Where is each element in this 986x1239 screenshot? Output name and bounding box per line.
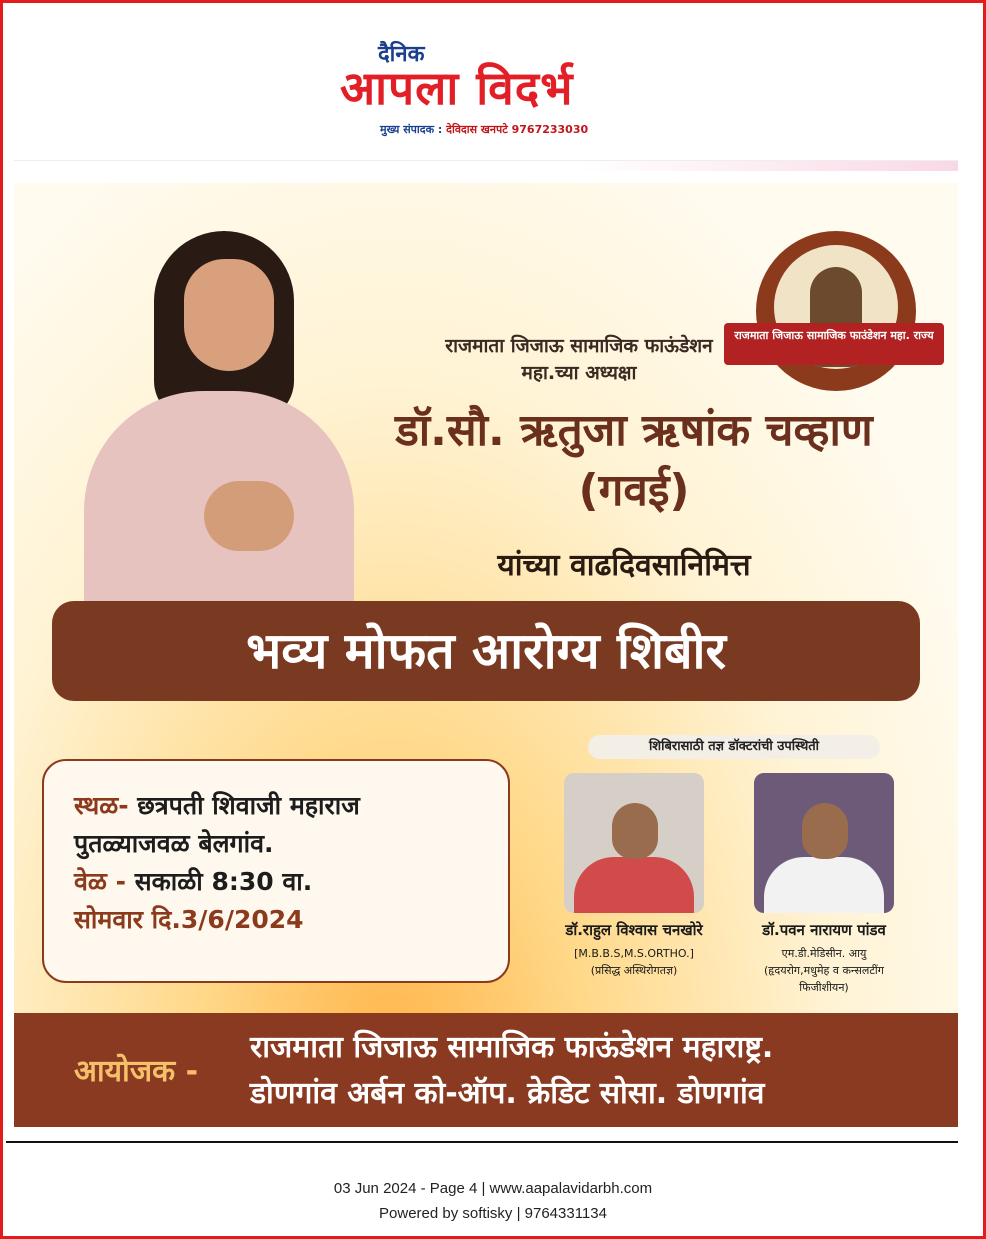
time-label: वेळ - [74, 867, 126, 896]
health-camp-poster [14, 183, 958, 1127]
venue-place-line2: पुतळ्याजवळ बेलगांव. [74, 829, 274, 858]
organizer-line-1: राजमाता जिजाऊ सामाजिक फाऊंडेशन महाराष्ट्र. [250, 1030, 774, 1065]
newspaper-masthead [330, 38, 660, 142]
organizer-bar [14, 1013, 958, 1127]
doctor-1-head [612, 803, 658, 859]
masthead-editor [380, 122, 588, 137]
page-footer [200, 1176, 786, 1226]
organizer-line-2: डोणगांव अर्बन को-ऑप. क्रेडिट सोसा. डोणगांव [250, 1076, 765, 1111]
footer-date-page: 03 Jun 2024 - Page 4 | www.aapalavidarbh.com [333, 1180, 653, 1197]
organizer-label: आयोजक - [74, 1054, 199, 1089]
poster-name [334, 401, 934, 521]
doctor-2-cred-2: (हृदयरोग,मधुमेह व कन्सलटींग [764, 964, 884, 977]
doctor-photo-2 [754, 773, 894, 913]
doctor-2-cred-3: फिजीशीयन) [799, 981, 849, 994]
footer-divider [6, 1141, 958, 1143]
doctors-heading: शिबिरासाठी तज्ञ डॉक्टरांची उपस्थिती [588, 735, 880, 759]
name-line-2: (गवई) [578, 465, 690, 516]
doctor-1-shirt [574, 857, 694, 913]
portrait-face [184, 259, 274, 371]
doctor-1-cred-1: [M.B.B.S,M.S.ORTHO.] [574, 947, 694, 960]
footer-powered-by: Powered by softisky | 9764331134 [379, 1205, 607, 1222]
emblem-ribbon: राजमाता जिजाऊ सामाजिक फाउंडेशन महा. राज्य [724, 323, 944, 365]
poster-occasion: यांच्या वाढदिवसानिमित्त [497, 548, 751, 583]
doctor-2-cred-1: एम.डी.मेडिसीन. आयु [781, 947, 867, 960]
name-line-1: डॉ.सौ. ऋतुजा ऋषांक चव्हाण [395, 405, 873, 456]
date-value: दि.3/6/2024 [151, 905, 304, 934]
venue-date [74, 901, 478, 939]
editor-label: मुख्य संपादक : [380, 123, 443, 136]
venue-box [42, 759, 510, 983]
doctor-1-name: डॉ.राहुल विश्वास चनखोरे [565, 921, 703, 939]
poster-subtitle: राजमाता जिजाऊ सामाजिक फाऊंडेशन महा.च्या अध्यक्षा [445, 335, 713, 384]
doctor-2-credentials [724, 945, 924, 996]
doctor-photo-1 [564, 773, 704, 913]
masthead-daily-label: दैनिक [378, 42, 425, 67]
venue-time [74, 863, 478, 901]
masthead-title: आपला विदर्भ [340, 61, 574, 115]
doctor-2-name: डॉ.पवन नारायण पांडव [762, 921, 886, 939]
doctor-2-shirt [764, 857, 884, 913]
place-value: छत्रपती शिवाजी महाराज [137, 791, 360, 820]
time-value: सकाळी 8:30 वा. [134, 867, 313, 896]
portrait-hands [204, 481, 294, 551]
camp-banner: भव्य मोफत आरोग्य शिबीर [52, 601, 920, 701]
doctor-1-credentials [534, 945, 734, 979]
place-label: स्थळ- [74, 791, 129, 820]
foundation-emblem [756, 231, 916, 391]
cropped-strip [14, 160, 958, 171]
doctor-2-head [802, 803, 848, 859]
doctor-1-cred-2: (प्रसिद्ध अस्थिरोगतज्ञ) [590, 964, 678, 977]
venue-place [74, 787, 478, 825]
organizer-names [250, 1025, 930, 1117]
editor-name: देविदास खनपटे 9767233030 [446, 123, 589, 136]
date-label: सोमवार [74, 905, 143, 934]
president-portrait [54, 221, 354, 621]
